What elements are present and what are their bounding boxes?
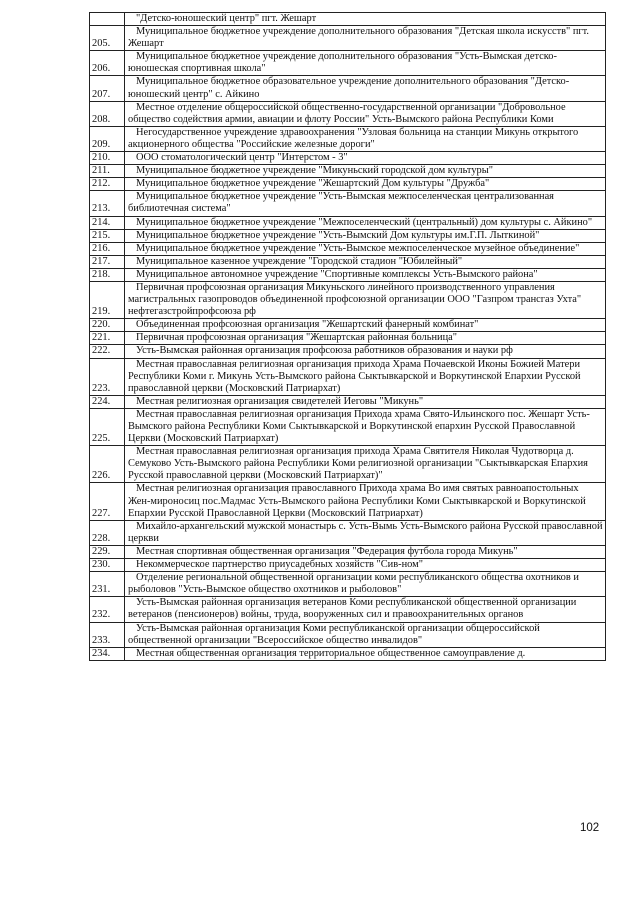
row-number: 217. [90, 255, 125, 268]
table-row [90, 395, 606, 408]
organization-name: Негосударственное учреждение здравоохранения "Узловая больница на станции Микунь открытого акционерного общества "Российские железные дороги" [125, 126, 606, 151]
table-row [90, 242, 606, 255]
organization-name: Муниципальное бюджетное учреждение "Усть-Вымское межпоселенческое музейное объединение" [125, 242, 606, 255]
organization-name: Муниципальное бюджетное учреждение "Усть-Вымский Дом культуры им.Г.П. Лыткиной" [125, 229, 606, 242]
row-number: 221. [90, 332, 125, 345]
organization-name: Некоммерческое партнерство приусадебных хозяйств "Сив-ном" [125, 559, 606, 572]
table-row [90, 647, 606, 660]
row-number: 219. [90, 281, 125, 318]
table-row [90, 13, 606, 26]
organization-name: Первичная профсоюзная организация "Жешартская районная больница" [125, 332, 606, 345]
row-number: 234. [90, 647, 125, 660]
organization-name: Усть-Вымская районная организация профсоюза работников образования и науки рф [125, 345, 606, 358]
row-number: 212. [90, 178, 125, 191]
organization-name: Местная православная религиозная организация Прихода храма Свято-Ильинского пос. Жешарт Усть-Вымского района Республики Коми Сыктывкарской и Воркутинской епархин Русской Православной Церкви (Московский Патриархат) [125, 408, 606, 445]
table-row [90, 165, 606, 178]
table-body [90, 13, 606, 661]
row-number: 222. [90, 345, 125, 358]
table-row [90, 101, 606, 126]
table-row [90, 255, 606, 268]
table-row [90, 545, 606, 558]
organization-name: Муниципальное казенное учреждение "Городской стадион "Юбилейный" [125, 255, 606, 268]
row-number: 218. [90, 268, 125, 281]
organization-name: Местная православная религиозная организация прихода Храма Святителя Николая Чудотворца д. Семуково Усть-Вымского района Республики Коми религиозной организации "Сыктывкарская Епархия Русской православной церкви (Московский Патриархат)" [125, 446, 606, 483]
row-number: 226. [90, 446, 125, 483]
organization-name: Муниципальное бюджетное учреждение "Микуньский городской дом культуры" [125, 165, 606, 178]
table-row [90, 559, 606, 572]
row-number: 231. [90, 572, 125, 597]
row-number: 215. [90, 229, 125, 242]
table-row [90, 26, 606, 51]
row-number: 225. [90, 408, 125, 445]
organization-name: Местная православная религиозная организация прихода Храма Почаевской Иконы Божией Матери Республики Коми г. Микунь Усть-Вымского района Сыктывкарской и Воркутинской Епархии Русской православной церкви (Московский Патриархат) [125, 358, 606, 395]
organization-name: Первичная профсоюзная организация Микуньского линейного производственного управления магистральных газопроводов объединенной профсоюзной организации ООО "Газпром трансгаз Ухта" нефтегазстройпрофсоюза рф [125, 281, 606, 318]
organization-name: Местная религиозная организация свидетелей Иеговы "Микунь" [125, 395, 606, 408]
row-number: 214. [90, 216, 125, 229]
table-row [90, 126, 606, 151]
table-row [90, 191, 606, 216]
row-number: 232. [90, 597, 125, 622]
organization-name: Муниципальное бюджетное учреждение "Усть-Вымская межпоселенческая централизованная библиотечная система" [125, 191, 606, 216]
table-row [90, 229, 606, 242]
organization-name: Муниципальное бюджетное учреждение "Жешартский Дом культуры "Дружба" [125, 178, 606, 191]
row-number: 228. [90, 520, 125, 545]
table-row [90, 572, 606, 597]
row-number: 233. [90, 622, 125, 647]
page-number: 102 [580, 822, 600, 834]
organization-name: Усть-Вымская районная организация Коми республиканской организации общероссийской общественной организации "Всероссийское общество инвалидов" [125, 622, 606, 647]
row-number: 224. [90, 395, 125, 408]
row-number: 213. [90, 191, 125, 216]
table-row [90, 76, 606, 101]
organization-name: Михайло-архангельский мужской монастырь с. Усть-Вымь Усть-Вымского района Русской православной церкви [125, 520, 606, 545]
row-number: 206. [90, 51, 125, 76]
row-number: 227. [90, 483, 125, 520]
organization-name: Муниципальное автономное учреждение "Спортивные комплексы Усть-Вымского района" [125, 268, 606, 281]
row-number: 207. [90, 76, 125, 101]
table-row [90, 358, 606, 395]
table-row [90, 281, 606, 318]
table-row [90, 520, 606, 545]
organization-name: ООО стоматологический центр "Интерстом - 3" [125, 152, 606, 165]
row-number: 230. [90, 559, 125, 572]
organization-name: Муниципальное бюджетное учреждение "Межпоселенческий (центральный) дом культуры с. Айкино" [125, 216, 606, 229]
row-number: 205. [90, 26, 125, 51]
organization-name: "Детско-юношеский центр" пгт. Жешарт [125, 13, 606, 26]
organization-name: Местное отделение общероссийской общественно-государственной организации "Добровольное общество содействия армии, авиации и флоту России" Усть-Вымского района Республики Коми [125, 101, 606, 126]
table-row [90, 483, 606, 520]
table-row [90, 622, 606, 647]
table-row [90, 51, 606, 76]
row-number: 209. [90, 126, 125, 151]
row-number: 220. [90, 319, 125, 332]
organization-name: Объединенная профсоюзная организация "Жешартский фанерный комбинат" [125, 319, 606, 332]
row-number: 216. [90, 242, 125, 255]
organization-name: Местная спортивная общественная организация "Федерация футбола города Микунь" [125, 545, 606, 558]
table-row [90, 446, 606, 483]
table-row [90, 178, 606, 191]
row-number: 210. [90, 152, 125, 165]
row-number: 208. [90, 101, 125, 126]
row-number: 211. [90, 165, 125, 178]
table-row [90, 268, 606, 281]
organization-name: Местная общественная организация территориальное общественное самоуправление д. [125, 647, 606, 660]
row-number: 229. [90, 545, 125, 558]
organization-name: Отделение региональной общественной организации коми республиканского общества охотников и рыболовов "Усть-Вымское общество охотников и рыболовов" [125, 572, 606, 597]
organization-name: Усть-Вымская районная организация ветеранов Коми республиканской общественной организации ветеранов (пенсионеров) войны, труда, вооруженных сил и правоохранительных органов [125, 597, 606, 622]
table-row [90, 332, 606, 345]
organization-name: Местная религиозная организация православного Прихода храма Во имя святых равноапостольных Жен-мироносиц пос.Мадмас Усть-Вымского района Республики Коми Сыктывкарской и Воркутинской Епархии Русской Православной Церкви (Московский Патриархат) [125, 483, 606, 520]
row-number [90, 13, 125, 26]
organization-name: Муниципальное бюджетное образовательное учреждение дополнительного образования "Детско-юношеский центр" с. Айкино [125, 76, 606, 101]
row-number: 223. [90, 358, 125, 395]
table-row [90, 408, 606, 445]
organizations-table [89, 12, 606, 661]
organization-name: Муниципальное бюджетное учреждение дополнительного образования "Детская школа искусств" пгт. Жешарт [125, 26, 606, 51]
table-row [90, 597, 606, 622]
organization-name: Муниципальное бюджетное учреждение дополнительного образования "Усть-Вымская детско-юношеская спортивная школа" [125, 51, 606, 76]
table-row [90, 319, 606, 332]
table-row [90, 345, 606, 358]
table-row [90, 216, 606, 229]
table-row [90, 152, 606, 165]
